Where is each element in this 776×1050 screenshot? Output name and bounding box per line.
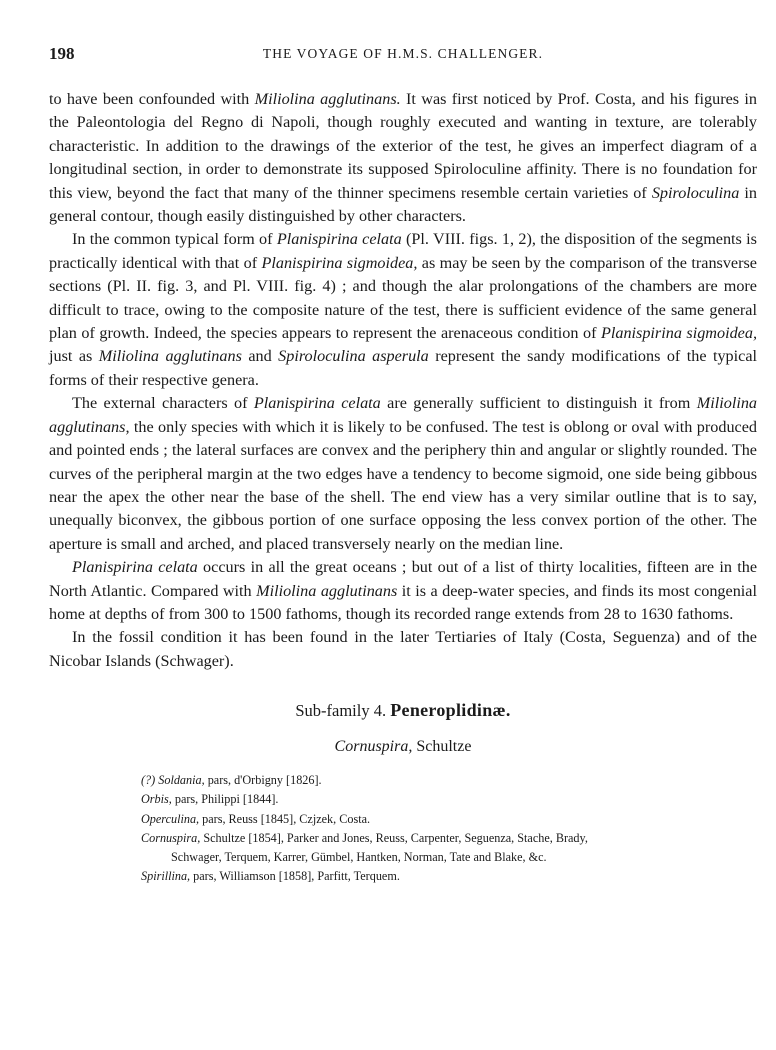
text-run: it is a deep-water species, and finds its most congenial home at depths of from 300 to 1500 fathoms, though its recorded range extends from 28 to 1630 fathoms.	[49, 581, 757, 623]
genus-name: Cornuspira,	[334, 738, 413, 756]
paragraph	[49, 556, 757, 626]
taxon-name: Miliolina agglutinans	[98, 347, 242, 366]
synonym-genus: Cornuspira,	[141, 830, 201, 845]
text-run: in general contour, though easily distinguished by other characters.	[49, 183, 757, 226]
paragraph	[49, 626, 757, 673]
taxon-name: Planispirina sigmoidea,	[261, 253, 418, 272]
synonymy-list	[49, 771, 757, 886]
text-run: The external characters of	[72, 394, 254, 413]
paragraph	[49, 392, 757, 556]
page	[49, 40, 757, 886]
body-text	[49, 88, 757, 673]
text-run: the only species with which it is likely to be confused. The test is oblong or oval with produced and pointed ends ; the lateral surfaces are convex and the periphery thin and angular or slightly rounded. The curves of the peripheral margin at the two edges have a tendency to become sigmoid, one side being gibbous near the apex the other near the base of the shell. The end view has a very similar outline that is to say, unequally biconvex, the gibbous portion of one surface opposing the less convex portion of the other. The aperture is small and arched, and placed transversely nearly on the median line.	[49, 417, 757, 553]
synonymy-entry	[141, 829, 757, 848]
text-run: In the common typical form of	[72, 230, 277, 249]
paragraph	[49, 88, 757, 228]
synonymy-entry	[141, 790, 757, 809]
text-run: and	[241, 347, 279, 366]
taxon-name: Planispirina sigmoidea,	[600, 324, 758, 343]
synonym-genus: Spirillina,	[141, 869, 191, 884]
page-number: 198	[49, 44, 75, 63]
taxon-name: Spiroloculina	[651, 183, 740, 202]
text-run: (Pl. VIII. figs. 1, 2), the disposition of the segments is practically identical with that of	[49, 230, 757, 272]
taxon-name: Miliolina agglutinans	[256, 581, 398, 600]
taxon-name: Planispirina celata	[276, 230, 402, 249]
subfamily-heading	[49, 698, 757, 723]
synonymy-entry	[141, 771, 757, 790]
paragraph	[49, 228, 757, 392]
text-run: to have been confounded with	[49, 90, 255, 108]
synonym-authors: Schwager, Terquem, Karrer, Gümbel, Hantken, Norman, Tate and Blake, &c.	[171, 849, 547, 864]
synonym-genus: (?) Soldania,	[141, 773, 205, 788]
synonymy-entry	[141, 848, 757, 867]
synonymy-entry	[141, 810, 757, 829]
subfamily-prefix: Sub-family 4.	[295, 701, 387, 721]
text-run: It was first noticed by Prof. Costa, and his figures in the Paleontologia del Regno di Napoli, though roughly executed and wanting in texture, are tolerably characteristic. In addition to the drawings of the exterior of the test, he gives an imperfect diagram of a longitudinal section, in order to demonstrate its supposed Spiroloculine affinity. There is no foundation for this view, beyond the fact that many of the thinner specimens resemble certain varieties of	[49, 90, 758, 202]
synonym-authors: pars, Williamson [1858], Parfitt, Terquem.	[190, 869, 400, 884]
taxon-name: Miliolina agglutinans,	[49, 394, 758, 436]
taxon-name: Spiroloculina asperula	[278, 347, 429, 366]
text-run: represent the sandy modifications of the typical forms of their respective genera.	[49, 347, 758, 389]
genus-author: Schultze	[416, 738, 472, 756]
synonym-authors: pars, d'Orbigny [1826].	[204, 773, 322, 788]
text-run: as may be seen by the comparison of the transverse sections (Pl. II. fig. 3, and Pl. VIII. fig. 4) ; and though the alar prolongations of the chambers are more difficult to trace, owing to the composite nature of the test, there is sufficient evidence of the same general plan of growth. Indeed, the species appears to represent the arenaceous condition of	[49, 253, 757, 343]
synonym-genus: Operculina,	[141, 811, 200, 826]
synonymy-entry	[141, 867, 757, 886]
genus-heading	[49, 735, 757, 759]
synonym-authors: pars, Philippi [1844].	[171, 792, 279, 807]
text-run: In the fossil condition it has been found in the later Tertiaries of Italy (Costa, Seguenza) and of the Nicobar Islands (Schwager).	[49, 628, 757, 670]
subfamily-name: Peneroplidinæ.	[390, 700, 511, 721]
running-title: THE VOYAGE OF H.M.S. CHALLENGER.	[262, 46, 544, 61]
text-run: occurs in all the great oceans ; but out of a list of thirty localities, fifteen are in the North Atlantic. Compared with	[49, 558, 757, 600]
text-run: just as	[49, 347, 99, 366]
taxon-name: Planispirina celata	[253, 394, 381, 413]
taxon-name: Miliolina agglutinans.	[254, 90, 401, 108]
text-run: are generally sufficient to distinguish it from	[380, 394, 697, 413]
synonym-authors: Schultze [1854], Parker and Jones, Reuss, Carpenter, Seguenza, Stache, Brady,	[200, 830, 588, 845]
synonym-authors: pars, Reuss [1845], Czjzek, Costa.	[199, 811, 371, 826]
running-head	[49, 40, 757, 66]
taxon-name: Planispirina celata	[72, 558, 198, 577]
synonym-genus: Orbis,	[141, 792, 172, 807]
